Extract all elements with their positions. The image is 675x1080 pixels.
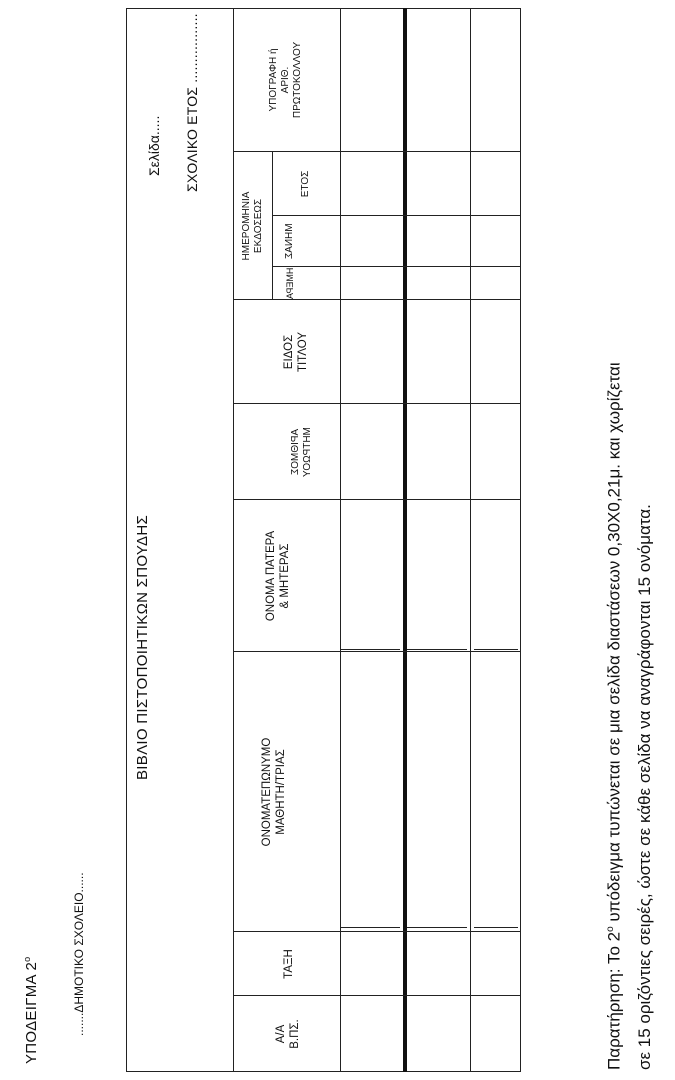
subline-student-2 (407, 927, 467, 928)
col-header-aa: Α/Α Β.ΠΣ. (275, 1019, 301, 1049)
note-line-2: σε 15 οριζόντιες σειρές, ώστε σε κάθε σελίδα να αναγράφονται 15 ονόματα. (634, 504, 654, 1070)
row-rule (470, 8, 471, 1072)
col-header-year: ΕΤΟΣ (300, 170, 311, 198)
document-heading: ΥΠΟΔΕΙΓΜΑ $2^o$ (22, 956, 40, 1064)
subline-parents-3 (474, 649, 518, 650)
col-header-month: ΜΗΝΑΣ (284, 223, 295, 260)
header-bottom-rule (340, 8, 341, 1072)
col-header-signature: ΥΠΟΓΡΑΦΗ ή ΑΡΙΘ. ΠΡΩΤΟΚΟΛΛΟΥ (268, 41, 303, 119)
subline-parents-2 (407, 649, 467, 650)
subline-parents-1 (340, 649, 400, 650)
school-year-label: ΣΧΟΛΙΚΟ ΕΤΟΣ ................. (184, 13, 200, 192)
col-header-class: ΤΑΞΗ (283, 949, 295, 979)
subline-student-1 (340, 927, 400, 928)
col-header-student: ΟΝΟΜΑΤΕΠΩΝΥΜΟ ΜΑΘΗΤΗ/ΤΡΙΑΣ (261, 737, 287, 847)
col-header-issue-date: ΗΜΕΡΟΜΗΝΙΑ ΕΚΔΟΣΕΩΣ (241, 191, 264, 261)
thick-row-divider (403, 8, 407, 1072)
col-rule-title-type (233, 299, 521, 300)
col-header-parents: ΟΝΟΜΑ ΠΑΤΕΡΑ & ΜΗΤΕΡΑΣ (265, 530, 291, 622)
note-line-1: Παρατήρηση: Το $2^o$ υπόδειγμα τυπώνεται σε μια σελίδα διαστάσεων 0,30Χ0,21μ. και χωρίζεται (604, 362, 624, 1070)
col-rule-registry (233, 403, 521, 404)
table-title: ΒΙΒΛΙΟ ΠΙΣΤΟΠΟΙΗΤΙΚΩΝ ΣΠΟΥΔΗΣ (134, 514, 151, 780)
col-header-title-type: ΕΙΔΟΣ ΤΙΤΛΟΥ (283, 331, 309, 373)
col-rule-day (272, 266, 521, 267)
school-label: .......ΔΗΜΟΤΙΚΟ ΣΧΟΛΕΙΟ...... (72, 872, 86, 1036)
issue-date-subheader-rule (272, 152, 273, 300)
page-number-label: Σελίδα..... (146, 115, 162, 176)
subline-student-3 (474, 927, 518, 928)
col-header-registry: ΑΡΙΘΜΟΣ ΜΗΤΡΩΟΥ (290, 427, 313, 477)
header-top-rule (233, 8, 234, 1072)
col-header-day: ΗΜΕΡΑ (285, 267, 295, 300)
bottom-note (596, 10, 660, 1070)
